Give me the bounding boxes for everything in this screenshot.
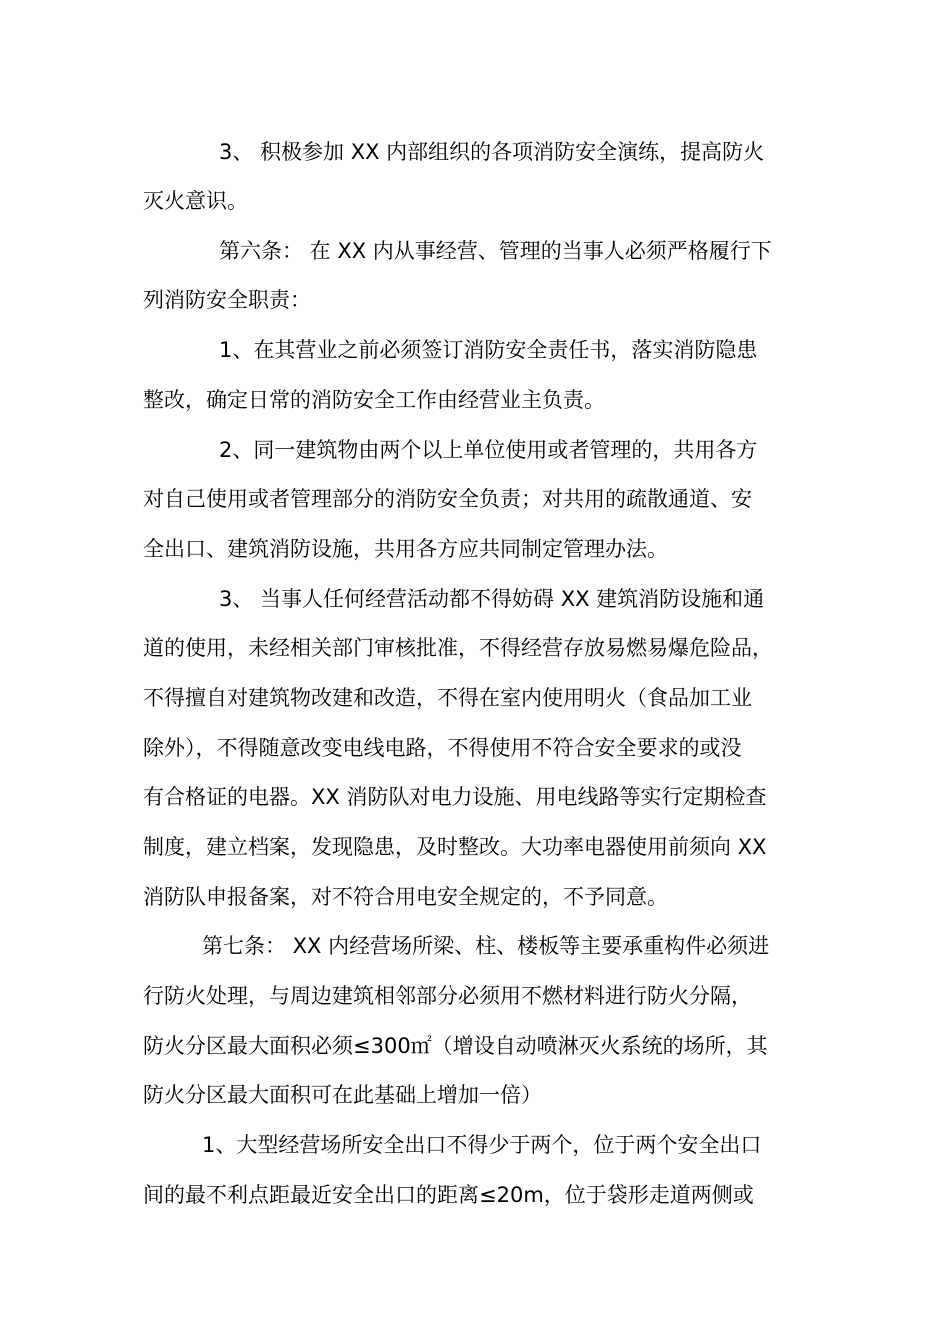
text-line: 制度，建立档案，发现隐患，及时整改。大功率电器使用前须向 XX	[143, 835, 767, 859]
text-line: 3、 积极参加 XX 内部组织的各项消防安全演练，提高防火	[219, 140, 765, 164]
text-line: 间的最不利点距最近安全出口的距离≤20m，位于袋形走道两侧或	[143, 1183, 754, 1207]
text-line: 防火分区最大面积必须≤300㎡（增设自动喷淋灭火系统的场所，其	[143, 1034, 768, 1058]
text-line: 1、大型经营场所安全出口不得少于两个，位于两个安全出口	[202, 1133, 762, 1157]
text-line: 2、同一建筑物由两个以上单位使用或者管理的，共用各方	[219, 438, 758, 462]
text-line: 第六条： 在 XX 内从事经营、管理的当事人必须严格履行下	[219, 239, 772, 263]
text-line: 列消防安全职责：	[143, 288, 311, 312]
text-line: 3、 当事人任何经营活动都不得妨碍 XX 建筑消防设施和通	[219, 587, 765, 611]
text-line: 防火分区最大面积可在此基础上增加一倍）	[143, 1083, 542, 1107]
text-line: 消防队申报备案，对不符合用电安全规定的，不予同意。	[143, 885, 668, 909]
text-line: 行防火处理，与周边建筑相邻部分必须用不燃材料进行防火分隔，	[143, 984, 752, 1008]
text-line: 1、在其营业之前必须签订消防安全责任书，落实消防隐患	[219, 338, 758, 362]
text-line: 道的使用，未经相关部门审核批准，不得经营存放易燃易爆危险品，	[143, 636, 773, 660]
text-line: 灭火意识。	[143, 189, 248, 213]
text-line: 全出口、建筑消防设施，共用各方应共同制定管理办法。	[143, 537, 668, 561]
text-line: 有合格证的电器。XX 消防队对电力设施、用电线路等实行定期检查	[143, 785, 767, 809]
text-line: 对自己使用或者管理部分的消防安全负责；对共用的疏散通道、安	[143, 487, 752, 511]
text-line: 整改，确定日常的消防安全工作由经营业主负责。	[143, 388, 605, 412]
text-line: 除外），不得随意改变电线电路，不得使用不符合安全要求的或没	[143, 736, 742, 760]
text-line: 不得擅自对建筑物改建和改造，不得在室内使用明火（食品加工业	[143, 686, 752, 710]
text-line: 第七条： XX 内经营场所梁、柱、楼板等主要承重构件必须进	[202, 934, 770, 958]
